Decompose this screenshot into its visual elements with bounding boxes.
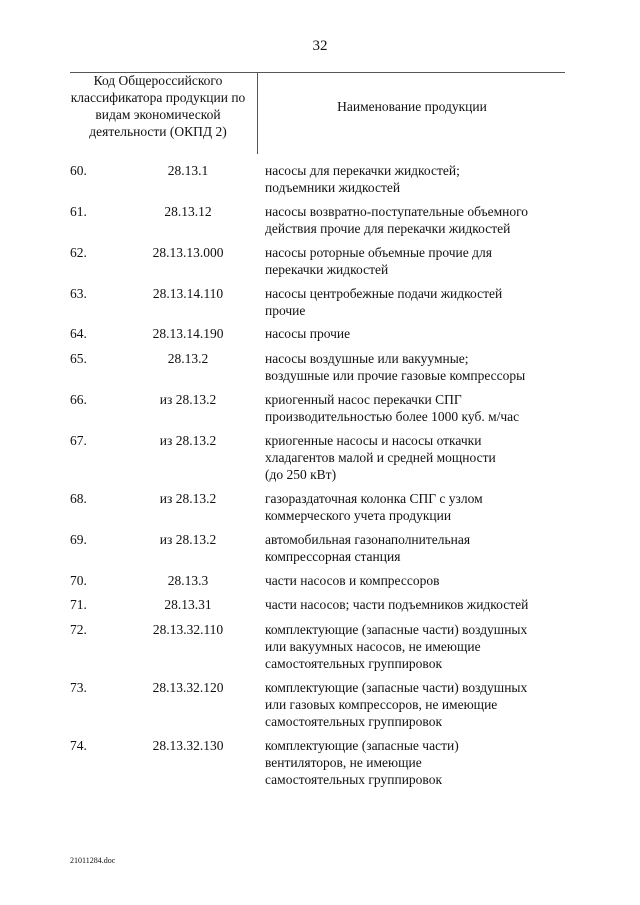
row-product-name — [265, 325, 575, 342]
row-number: 64. — [70, 326, 87, 341]
product-name-line: насосы воздушные или вакуумные; — [265, 351, 469, 366]
product-name-line: насосы возвратно-поступательные объемного — [265, 204, 529, 219]
row-product-name — [265, 679, 575, 730]
row-product-name — [265, 162, 575, 196]
row-number: 67. — [70, 433, 87, 448]
product-name-line: насосы роторные объемные прочие для — [265, 245, 492, 260]
row-okpd2-code: 28.13.14.110 — [152, 286, 224, 301]
table-header-column-divider — [257, 72, 258, 154]
product-name-line: прочие — [265, 303, 306, 318]
row-product-name — [265, 596, 575, 613]
row-number: 63. — [70, 286, 87, 301]
row-number: 60. — [70, 163, 87, 178]
row-okpd2-code: 28.13.32.120 — [152, 680, 224, 695]
product-name-line: самостоятельных группировок — [265, 772, 443, 787]
row-product-name — [265, 490, 575, 524]
product-name-line: перекачки жидкостей — [265, 262, 389, 277]
row-product-name — [265, 391, 575, 425]
product-name-line: насосы центробежные подачи жидкостей — [265, 286, 503, 301]
row-okpd2-code: 28.13.14.190 — [152, 326, 224, 341]
product-name-line: подъемники жидкостей — [265, 180, 401, 195]
product-name-line: газораздаточная колонка СПГ с узлом — [265, 491, 483, 506]
row-product-name — [265, 737, 575, 788]
product-name-line: действия прочие для перекачки жидкостей — [265, 221, 511, 236]
row-number: 68. — [70, 491, 87, 506]
row-product-name — [265, 285, 575, 319]
product-name-line: (до 250 кВт) — [265, 467, 337, 482]
column-header-okpd2-code: Код Общероссийского классификатора продукции по видам экономической деятельности (ОКПД 2) — [70, 73, 246, 139]
row-okpd2-code: 28.13.1 — [167, 163, 209, 178]
product-name-line: компрессорная станция — [265, 549, 401, 564]
product-name-line: комплектующие (запасные части) воздушных — [265, 680, 528, 695]
product-name-line: комплектующие (запасные части) воздушных — [265, 622, 528, 637]
product-name-line: или газовых компрессоров, не имеющие — [265, 697, 498, 712]
product-name-line: части насосов; части подъемников жидкостей — [265, 597, 529, 612]
row-okpd2-code: из 28.13.2 — [159, 532, 217, 547]
row-product-name — [265, 203, 575, 237]
row-number: 70. — [70, 573, 87, 588]
row-number: 61. — [70, 204, 87, 219]
row-number: 65. — [70, 351, 87, 366]
product-name-line: криогенный насос перекачки СПГ — [265, 392, 462, 407]
product-name-line: части насосов и компрессоров — [265, 573, 440, 588]
row-okpd2-code: 28.13.13.000 — [152, 245, 224, 260]
product-name-line: коммерческого учета продукции — [265, 508, 452, 523]
row-okpd2-code: из 28.13.2 — [159, 392, 217, 407]
page-number: 32 — [312, 38, 328, 54]
document-filename: 21011284.doc — [70, 856, 116, 865]
row-product-name — [265, 244, 575, 278]
row-product-name — [265, 350, 575, 384]
row-product-name — [265, 531, 575, 565]
row-okpd2-code: из 28.13.2 — [159, 491, 217, 506]
row-number: 62. — [70, 245, 87, 260]
product-name-line: насосы для перекачки жидкостей; — [265, 163, 460, 178]
row-okpd2-code: из 28.13.2 — [159, 433, 217, 448]
row-number: 72. — [70, 622, 87, 637]
product-name-line: самостоятельных группировок — [265, 656, 443, 671]
row-okpd2-code: 28.13.12 — [164, 204, 212, 219]
product-name-line: производительностью более 1000 куб. м/час — [265, 409, 520, 424]
product-name-line: хладагентов малой и средней мощности — [265, 450, 496, 465]
row-product-name — [265, 432, 575, 483]
row-number: 74. — [70, 738, 87, 753]
product-name-line: самостоятельных группировок — [265, 714, 443, 729]
row-okpd2-code: 28.13.3 — [167, 573, 209, 588]
row-okpd2-code: 28.13.32.110 — [152, 622, 224, 637]
product-name-line: или вакуумных насосов, не имеющие — [265, 639, 481, 654]
row-number: 73. — [70, 680, 87, 695]
row-number: 66. — [70, 392, 87, 407]
product-name-line: вентиляторов, не имеющие — [265, 755, 422, 770]
row-number: 71. — [70, 597, 87, 612]
row-okpd2-code: 28.13.31 — [164, 597, 212, 612]
row-okpd2-code: 28.13.2 — [167, 351, 209, 366]
product-name-line: воздушные или прочие газовые компрессоры — [265, 368, 526, 383]
product-name-line: насосы прочие — [265, 326, 351, 341]
row-okpd2-code: 28.13.32.130 — [152, 738, 224, 753]
product-name-line: криогенные насосы и насосы откачки — [265, 433, 482, 448]
product-name-line: автомобильная газонаполнительная — [265, 532, 471, 547]
product-name-line: комплектующие (запасные части) — [265, 738, 459, 753]
row-product-name — [265, 572, 575, 589]
column-header-product-name: Наименование продукции — [337, 99, 487, 114]
row-product-name — [265, 621, 575, 672]
row-number: 69. — [70, 532, 87, 547]
